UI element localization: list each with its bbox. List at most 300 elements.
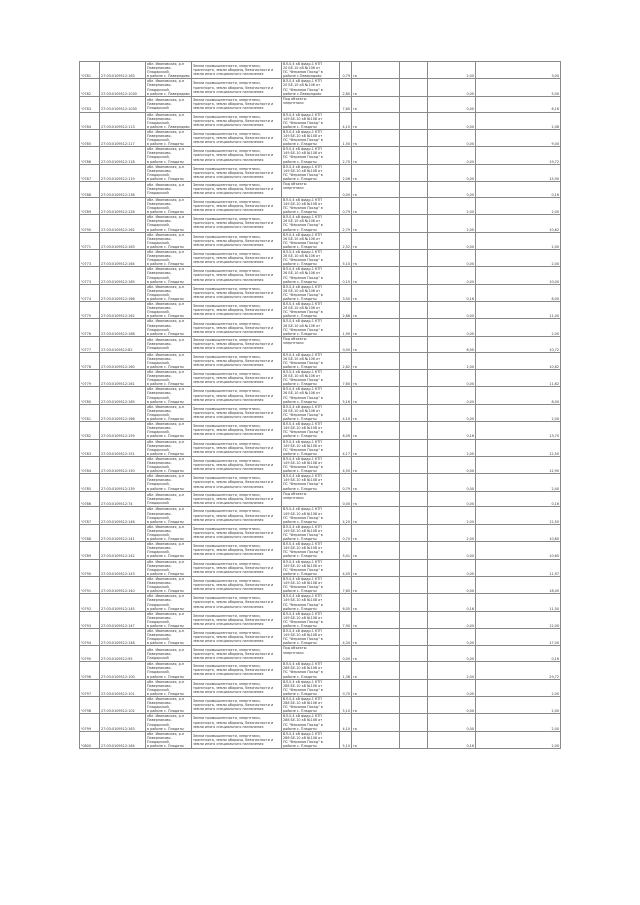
row-id: ¹0789	[80, 542, 100, 559]
table-row	[80, 164, 561, 181]
cadastral-number: 27:03:0109512:136	[100, 182, 146, 198]
table-row	[80, 404, 561, 421]
value-3: 12,90	[476, 456, 561, 473]
area-unit: га	[352, 507, 400, 524]
row-id: ¹0786	[80, 147, 100, 164]
value-2: 0,00	[428, 182, 476, 198]
value-2: 0,00	[428, 611, 476, 628]
address: обл. Ивановская, р-н Паверниково-Пладарский	[146, 96, 192, 112]
land-category: Земли промышленности, энергетики, транспорта, земли обороны, безопасности и земли иного специального назначения	[192, 215, 282, 232]
value-1	[400, 387, 428, 404]
value-3: 11,97	[476, 559, 561, 576]
cadastral-number: 27:03:0109512:161	[100, 370, 146, 387]
value-3: 29,72	[476, 662, 561, 679]
table-row	[80, 336, 561, 352]
row-id: ¹0773	[80, 267, 100, 284]
land-category: Земли промышленности, энергетики, транспорта, земли обороны, безопасности и земли иного специального назначения	[192, 267, 282, 284]
area-value: 7,60	[340, 576, 352, 593]
value-3: 2,00	[476, 404, 561, 421]
table-row	[80, 714, 561, 731]
row-id: ¹0790	[80, 559, 100, 576]
permitted-use: ВЛ-0,4 кВ фидр.1 КТП 288 БЕ-10 кВ №106 от ПС "Ферапов Посад" в районе с. Пладаты	[282, 662, 340, 679]
cadastral-number: 27:03:0109512:100	[100, 662, 146, 679]
value-1	[400, 731, 428, 748]
address: обл. Ивановская, р-н Паверниково-Пладарский, в районе с. Пладаты	[146, 370, 192, 387]
cadastral-number: 27:03:0109512:142	[100, 542, 146, 559]
area-value: 0,00	[340, 491, 352, 507]
address: обл. Ивановская, р-н Паверниково-Пладарский, в районе с. Паверндово	[147, 112, 190, 129]
land-category: Земли промышленности, энергетики, транспорта, земли обороны, безопасности и земли иного специального назначения	[192, 197, 282, 214]
table-row	[80, 319, 561, 336]
address: обл. Ивановская, р-н Паверниково-Пладарский	[146, 491, 192, 507]
cadastral-number: 27:03:0109512:162	[100, 302, 146, 319]
land-category: Земли промышленности, энергетики, транспорта, земли обороны, безопасности и земли иного специального назначения	[192, 352, 282, 369]
value-1	[400, 249, 428, 266]
address: обл. Ивановская, р-н Паверниково-Пладарский, в районе с. Паверндово	[147, 79, 190, 96]
area-unit: га	[352, 629, 400, 646]
table-row	[80, 456, 561, 473]
value-1	[400, 182, 428, 198]
value-2: 0,00	[428, 542, 476, 559]
table-row	[80, 542, 561, 559]
permitted-use: ВЛ-0,4 кВ фидр.1 КТП 288 БЕ-10 кВ №106 от ПС "Ферапов Посад" в районе с. Пладаты	[282, 714, 340, 731]
permitted-use: ВЛ-0,4 кВ фидр.1 КТП 26 БЕ-10 кВ №106 от ПС "Ферапов Посад" в районе с. Пладаты	[282, 249, 340, 266]
address: обл. Ивановская, р-н Паверниково-Пладарский, в районе с. Пладаты	[146, 662, 192, 679]
value-2: 2,00	[428, 507, 476, 524]
permitted-use: ВЛ-0,4 кВ фидр.1 КТП 26 БЕ-10 кВ №106 от ПС "Ферапов Посад" в районе с. Пладаты	[282, 232, 340, 249]
value-2: 2,00	[428, 439, 476, 456]
cadastral-number: 27:03:0109512:151	[100, 439, 146, 456]
area-unit: га	[352, 696, 400, 713]
land-category: Земли промышленности, энергетики, транспорта, земли обороны, безопасности и земли иного специального назначения	[192, 507, 282, 524]
value-1	[400, 267, 428, 284]
permitted-use: ВЛ-0,4 кВ фидр.1 КТП 20 БЕ-10 кВ №106 от ПС "Ферапов Посад" в районе с.Паверндово	[282, 79, 340, 96]
land-category: Земли промышленности, энергетики, транспорта, земли обороны, безопасности и земли иного специального назначения	[192, 662, 282, 679]
row-id: ¹0778	[80, 352, 100, 369]
table-row	[80, 731, 561, 748]
row-id: ¹0774	[80, 284, 100, 301]
table-row	[80, 646, 561, 662]
value-3: 10,00	[476, 267, 561, 284]
table-row	[80, 507, 561, 524]
address: обл. Ивановская, р-н Паверниково-Пладарский, в районе с. Пладаты	[146, 215, 192, 232]
value-2: 0,00	[428, 319, 476, 336]
address: обл. Ивановская, р-н Паверниково-Пладарский, в районе с. Пладаты	[146, 129, 192, 146]
row-id: ¹0798	[80, 696, 100, 713]
row-id: ¹0787	[80, 164, 100, 181]
table-row	[80, 129, 561, 146]
area-unit: га	[352, 79, 400, 96]
value-2: 2,00	[428, 197, 476, 214]
value-1	[400, 679, 428, 696]
table-row	[80, 284, 561, 301]
area-value: 7,60	[340, 370, 352, 387]
value-1	[400, 662, 428, 679]
area-unit: га	[352, 164, 400, 181]
value-2: 0,00	[428, 302, 476, 319]
permitted-use: ВЛ-0,4 кВ фидр.1 КТП 26 БЕ-10 кВ №106 от ПС "Ферапов Посад" в районе с. Пладаты	[282, 302, 340, 319]
table-row	[80, 302, 561, 319]
value-3: 5,00	[476, 79, 561, 96]
table-row	[80, 267, 561, 284]
value-2: 2,00	[428, 524, 476, 541]
area-unit: га	[352, 559, 400, 576]
table-row	[80, 559, 561, 576]
cadastral-number: 27:03:0109512:163	[100, 714, 146, 731]
permitted-use: ВЛ-0,4 кВ фидр.1 КТП 149 БЕ-10 кВ №108 от ПС "Ферапов Посад" в районе с. Пладаты	[282, 559, 340, 576]
value-2: 0,16	[428, 284, 476, 301]
table-row	[80, 112, 561, 129]
area-value: 0,00	[340, 336, 352, 352]
area-unit: га	[352, 112, 400, 129]
cadastral-number: 27:03:0109512:163	[100, 62, 146, 79]
permitted-use: ВЛ-0,4 кВ фидр.1 КТП 149 БЕ-10 кВ №108 от ПС "Ферапов Посад" в районе с. Пладаты	[282, 112, 340, 129]
cadastral-number: 27:03:0109512:1030	[100, 96, 146, 112]
value-1	[400, 422, 428, 439]
land-category: Земли промышленности, энергетики, транспорта, земли обороны, безопасности и земли иного специального назначения	[192, 731, 282, 748]
area-value: 5,10	[340, 696, 352, 713]
value-2: 0,00	[428, 404, 476, 421]
value-1	[400, 336, 428, 352]
table-row	[80, 439, 561, 456]
address: обл. Ивановская, р-н Паверниково-Пладарский, в районе с. Пладаты	[146, 302, 192, 319]
permitted-use: ВЛ-0,4 кВ фидр.1 КТП 149 БЕ-10 кВ №108 от ПС "Ферапов Посад" в районе с. Пладаты	[282, 456, 340, 473]
row-id: ¹0792	[80, 594, 100, 611]
value-1	[400, 62, 428, 79]
row-id: ¹0771	[80, 232, 100, 249]
area-unit: га	[352, 387, 400, 404]
value-1	[400, 456, 428, 473]
value-2: 2,00	[428, 352, 476, 369]
value-3: 11,50	[476, 594, 561, 611]
cadastral-number: 27:03:0109512:139	[100, 474, 146, 491]
value-3: 12,00	[476, 611, 561, 628]
area-value: 2,80	[340, 79, 352, 96]
table-row	[80, 696, 561, 713]
area-value: 2,70	[340, 147, 352, 164]
cadastral-number: 27:03:0109512:146	[100, 507, 146, 524]
value-3: 0,16	[476, 182, 561, 198]
address: обл. Ивановская, р-н Паверниково-Пладарский, в районе с. Пладаты	[146, 422, 192, 439]
land-category: Земли промышленности, энергетики, транспорта, земли обороны, безопасности и земли иного специального назначения	[192, 232, 282, 249]
row-id: ¹0781	[80, 62, 100, 79]
permitted-use: ВЛ-0,4 кВ фидр.1 КТП 26 БЕ-10 кВ №106 от ПС "Ферапов Посад" в районе с. Пладаты	[282, 370, 340, 387]
address: обл. Ивановская, р-н Паверниково-Пладарский, в районе с. Пладаты	[146, 387, 192, 404]
land-category: Земли промышленности, энергетики, транспорта, земли обороны, безопасности и земли иного специального назначения	[192, 370, 282, 387]
address: обл. Ивановская, р-н Паверниково-Пладарский, в районе с. Пладаты	[146, 164, 192, 181]
table-row	[80, 352, 561, 369]
land-category: Земли промышленности, энергетики, транспорта, земли обороны, безопасности и земли иного специального назначения	[192, 629, 282, 646]
value-1	[400, 559, 428, 576]
cadastral-number: 27:03:0109512:162	[100, 215, 146, 232]
land-category: Земли промышленности, энергетики, транспорта, земли обороны, безопасности и земли иного специального назначения	[192, 79, 282, 96]
permitted-use: ВЛ-0,4 кВ фидр.1 КТП 149 БЕ-10 кВ №108 от ПС "Ферапов Посад" в районе с. Пладаты	[282, 129, 340, 146]
address: обл. Ивановская, р-н Паверниково-Пладарский, в районе с. Пладаты	[146, 714, 192, 731]
cadastral-number: 27:03:0109512:164	[100, 731, 146, 748]
permitted-use: ВЛ-0,4 кВ фидр.1 КТП 26 БЕ-10 кВ №106 от ПС "Ферапов Посад" в районе с. Пладаты	[282, 387, 340, 404]
value-2: 0,00	[428, 646, 476, 662]
land-category: Земли промышленности, энергетики, транспорта, земли обороны, безопасности и земли иного специального назначения	[192, 559, 282, 576]
area-value: 2,52	[340, 232, 352, 249]
table-row	[80, 576, 561, 593]
address: обл. Ивановская, р-н Паверниково-Пладарский, в районе с. Пладаты	[146, 731, 192, 748]
permitted-use: ВЛ-0,4 кВ фидр.1 КТП 149 БЕ-10 кВ №108 от ПС "Ферапов Посад" в районе с. Пладаты	[282, 197, 340, 214]
value-2: 0,00	[428, 696, 476, 713]
address: обл. Ивановская, р-н Паверниково-Пладарский, в районе с. Пладаты	[146, 147, 192, 164]
land-category: Земли промышленности, энергетики, транспорта, земли обороны, безопасности и земли иного специального назначения	[192, 696, 282, 713]
table-row	[80, 249, 561, 266]
area-unit: га	[352, 404, 400, 421]
land-category: Земли промышленности, энергетики, транспорта, земли обороны, безопасности и земли иного специального назначения	[192, 646, 282, 662]
address: обл. Ивановская, р-н Паверниково-Пладарский, в районе с. Пладаты	[146, 439, 192, 456]
value-3: 10,80	[476, 524, 561, 541]
row-id: ¹0784	[80, 456, 100, 473]
value-1	[400, 284, 428, 301]
land-category: Земли промышленности, энергетики, транспорта, земли обороны, безопасности и земли иного специального назначения	[192, 62, 282, 79]
value-2: 0,16	[428, 594, 476, 611]
value-2: 0,00	[428, 96, 476, 112]
address: обл. Ивановская, р-н Паверниково-Пладарский, в районе с. Пладаты	[146, 284, 192, 301]
land-category: Земли промышленности, энергетики, транспорта, земли обороны, безопасности и земли иного специального назначения	[192, 112, 282, 129]
area-unit: га	[352, 182, 400, 198]
address: обл. Ивановская, р-н Паверниково-Пладарский, в районе с. Пладаты	[146, 696, 192, 713]
land-category: Земли промышленности, энергетики, транспорта, земли обороны, безопасности и земли иного специального назначения	[192, 164, 282, 181]
table-row	[80, 422, 561, 439]
land-category: Земли промышленности, энергетики, транспорта, земли обороны, безопасности и земли иного специального назначения	[192, 576, 282, 593]
value-1	[400, 319, 428, 336]
cadastral-number: 27:03:0109512:166	[100, 404, 146, 421]
value-1	[400, 696, 428, 713]
cadastral-number: 27:03:0109512:74	[100, 491, 146, 507]
land-category: Земли промышленности, энергетики, транспорта, земли обороны, безопасности и земли иного специального назначения	[192, 456, 282, 473]
land-category: Земли промышленности, энергетики, транспорта, земли обороны, безопасности и земли иного специального назначения	[192, 611, 282, 628]
cadastral-number: 27:03:0109512:101	[100, 679, 146, 696]
value-1	[400, 129, 428, 146]
address: обл. Ивановская, р-н Паверниково-Пладарский, в районе с. Пладаты	[146, 197, 192, 214]
value-2: 0,00	[428, 456, 476, 473]
value-1	[400, 507, 428, 524]
area-unit: га	[352, 232, 400, 249]
area-value: 1,90	[340, 319, 352, 336]
row-id: ¹0797	[80, 679, 100, 696]
table-row	[80, 197, 561, 214]
row-id: ¹0800	[80, 731, 100, 748]
land-category: Земли промышленности, энергетики, транспорта, земли обороны, безопасности и земли иного специального назначения	[192, 182, 282, 198]
value-3: 9,00	[476, 129, 561, 146]
value-3: 0,16	[476, 646, 561, 662]
land-plots-table	[79, 61, 561, 749]
value-1	[400, 215, 428, 232]
area-unit: га	[352, 336, 400, 352]
area-unit: га	[352, 249, 400, 266]
cadastral-number: 27:03:0109512:166	[100, 284, 146, 301]
area-value: 0,79	[340, 62, 352, 79]
value-1	[400, 96, 428, 112]
land-category: Земли промышленности, энергетики, транспорта, земли обороны, безопасности и земли иного специального назначения	[192, 714, 282, 731]
address: обл. Ивановская, р-н Паверниково-Пладарский, в районе с. Пладаты	[146, 542, 192, 559]
row-id: ¹0777	[80, 336, 100, 352]
address: обл. Ивановская, р-н Паверниково-Пладарский, в районе с. Пладаты	[146, 249, 192, 266]
area-value: 2,06	[340, 164, 352, 181]
area-value: 2,82	[340, 352, 352, 369]
value-3: 15,90	[476, 164, 561, 181]
area-value: 2,86	[340, 302, 352, 319]
row-id: ¹0786	[80, 491, 100, 507]
address: обл. Ивановская, р-н Паверниково-Пладарский, в районе с. Пладаты	[146, 576, 192, 593]
address: обл. Ивановская, р-н Паверниково-Пладарский, в районе с. Пладаты	[146, 507, 192, 524]
permitted-use: ВЛ-0,4 кВ фидр.1 КТП 26 БЕ-10 кВ №106 от ПС "Ферапов Посад" в районе с. Пладаты	[282, 319, 340, 336]
value-3: 11,62	[476, 370, 561, 387]
value-2: 0,00	[428, 474, 476, 491]
value-2: 6,00	[428, 336, 476, 352]
permitted-use: ВЛ-0,4 кВ фидр.1 КТП 26 БЕ-10 кВ №106 от ПС "Ферапов Посад" в районе с. Пладаты	[282, 284, 340, 301]
cadastral-number: 27:03:0109512:128	[100, 197, 146, 214]
permitted-use: Под объекты энергетики	[282, 491, 340, 507]
row-id: ¹0785	[80, 129, 100, 146]
land-category: Земли промышленности, энергетики, транспорта, земли обороны, безопасности и земли иного специального назначения	[192, 302, 282, 319]
row-id: ¹0779	[80, 370, 100, 387]
area-unit: га	[352, 542, 400, 559]
permitted-use: ВЛ-0,4 кВ фидр.1 КТП 149 БЕ-10 кВ №108 от ПС "Ферапов Посад" в районе с. Пладаты	[282, 474, 340, 491]
value-3: 2,08	[476, 112, 561, 129]
area-value: 4,17	[340, 439, 352, 456]
value-2: 0,00	[428, 79, 476, 96]
permitted-use: ВЛ-0,4 кВ фидр.1 КТП 26 БЕ-10 кВ №106 от ПС "Ферапов Посад" в районе с. Пладаты	[282, 404, 340, 421]
value-3: 0,16	[476, 491, 561, 507]
table-row	[80, 215, 561, 232]
permitted-use: ВЛ-0,4 кВ фидр.1 КТП 149 БЕ-10 кВ №108 от ПС "Ферапов Посад" в районе с. Пладаты	[282, 147, 340, 164]
land-category: Земли промышленности, энергетики, транспорта, земли обороны, безопасности и земли иного специального назначения	[192, 491, 282, 507]
area-unit: га	[352, 284, 400, 301]
value-3: 10,62	[476, 215, 561, 232]
land-category: Земли промышленности, энергетики, транспорта, земли обороны, безопасности и земли иного специального назначения	[192, 474, 282, 491]
cadastral-number: 27:03:0109512:164	[100, 249, 146, 266]
cadastral-number: 27:03:0109512:119	[100, 164, 146, 181]
value-2: 0,00	[428, 267, 476, 284]
address: обл. Ивановская, р-н Паверниково-Пладарский, в районе с. Пладаты	[146, 267, 192, 284]
area-value: 4,20	[340, 507, 352, 524]
area-value: 4,10	[340, 404, 352, 421]
address: обл. Ивановская, р-н Паверниково-Пладарский	[146, 336, 192, 352]
land-category: Земли промышленности, энергетики, транспорта, земли обороны, безопасности и земли иного специального назначения	[192, 679, 282, 696]
permitted-use: ВЛ-0,4 кВ фидр.1 КТП 26 БЕ-10 кВ №106 от ПС "Ферапов Посад" в районе с. Пладаты	[282, 267, 340, 284]
land-category: Земли промышленности, энергетики, транспорта, земли обороны, безопасности и земли иного специального назначения	[192, 96, 282, 112]
land-category: Земли промышленности, энергетики, транспорта, земли обороны, безопасности и земли иного специального назначения	[192, 336, 282, 352]
address: обл. Ивановская, р-н Паверниково-Пладарский, в районе с. Пладаты	[146, 524, 192, 541]
value-3: 18,00	[476, 576, 561, 593]
permitted-use: ВЛ-0,4 кВ фидр.1 КТП 288 БЕ-10 кВ №106 от ПС "Ферапов Посад" в районе с. Пладаты	[282, 731, 340, 748]
area-value: 0,79	[340, 474, 352, 491]
row-id: ¹0787	[80, 507, 100, 524]
permitted-use: Под объекты энергетики	[282, 336, 340, 352]
area-value: 7,60	[340, 96, 352, 112]
area-unit: га	[352, 611, 400, 628]
land-category: Земли промышленности, энергетики, транспорта, земли обороны, безопасности и земли иного специального назначения	[192, 542, 282, 559]
address: обл. Ивановская, р-н Паверниково-Пладарский, в районе с. Пладаты	[146, 319, 192, 336]
value-3: 2,00	[476, 319, 561, 336]
area-unit: га	[352, 576, 400, 593]
value-3: 8,00	[476, 284, 561, 301]
area-unit: га	[352, 714, 400, 731]
area-unit: га	[352, 147, 400, 164]
area-unit: га	[352, 594, 400, 611]
area-unit: га	[352, 422, 400, 439]
table-row	[80, 524, 561, 541]
row-id: ¹0796	[80, 662, 100, 679]
value-2: 0,00	[428, 164, 476, 181]
address: обл. Ивановская, р-н Паверниково-Пладарский	[146, 182, 192, 198]
area-value: 4,50	[340, 456, 352, 473]
table-row	[80, 370, 561, 387]
value-2: 0,00	[428, 147, 476, 164]
table-row	[80, 662, 561, 679]
value-3: 2,00	[476, 714, 561, 731]
permitted-use: ВЛ-0,4 кВ фидр.1 КТП 288 БЕ-10 кВ №106 от ПС "Ферапов Посад" в районе с. Пладаты	[282, 679, 340, 696]
permitted-use: ВЛ-0,4 кВ фидр.1 КТП 149 БЕ-10 кВ №108 от ПС "Ферапов Посад" в районе с. Пладаты	[282, 594, 340, 611]
area-value: 0,70	[340, 524, 352, 541]
area-value: 5,41	[340, 542, 352, 559]
row-id: ¹0781	[80, 404, 100, 421]
address: обл. Ивановская, р-н Паверниково-Пладарский, в районе с. Паверндово	[147, 62, 190, 79]
area-value: 2,79	[340, 215, 352, 232]
cadastral-number: 27:03:0109512:165	[100, 267, 146, 284]
permitted-use: ВЛ-0,4 кВ фидр.1 КТП 149 БЕ-10 кВ №108 от ПС "Ферапов Посад" в районе с. Пладаты	[282, 164, 340, 181]
permitted-use: ВЛ-0,4 кВ фидр.1 КТП 149 БЕ-10 кВ №108 от ПС "Ферапов Посад" в районе с. Пладаты	[282, 629, 340, 646]
cadastral-number: 27:03:0109512:102	[100, 696, 146, 713]
land-category: Земли промышленности, энергетики, транспорта, земли обороны, безопасности и земли иного специального назначения	[192, 439, 282, 456]
area-unit: га	[352, 731, 400, 748]
permitted-use: ВЛ-0,4 кВ фидр.1 КТП 26 БЕ-10 кВ №106 от ПС "Ферапов Посад" в районе с. Пладаты	[282, 352, 340, 369]
area-unit: га	[352, 662, 400, 679]
area-unit: га	[352, 352, 400, 369]
area-value: 1,36	[340, 662, 352, 679]
cadastral-number: 27:03:0109512:95	[100, 646, 146, 662]
table-row	[80, 474, 561, 491]
cadastral-number: 27:03:0109512:82	[100, 336, 146, 352]
permitted-use: ВЛ-0,4 кВ фидр.1 КТП 149 БЕ-10 кВ №108 от ПС "Ферапов Посад" в районе с. Пладаты	[282, 439, 340, 456]
row-id: ¹0789	[80, 197, 100, 214]
area-value: 4,34	[340, 629, 352, 646]
cadastral-number: 27:03:0109512:1030	[100, 79, 146, 96]
table-row	[80, 629, 561, 646]
area-value: 0,79	[340, 197, 352, 214]
cadastral-number: 27:03:0109512:147	[100, 611, 146, 628]
value-2: 0,00	[428, 370, 476, 387]
value-3: 10,60	[476, 542, 561, 559]
value-2: 0,00	[428, 112, 476, 129]
address: обл. Ивановская, р-н Паверниково-Пладарский, в районе с. Пладаты	[146, 679, 192, 696]
area-unit: га	[352, 96, 400, 112]
value-1	[400, 164, 428, 181]
table-row	[80, 182, 561, 198]
value-1	[400, 542, 428, 559]
row-id: ¹0783	[80, 439, 100, 456]
row-id: ¹0794	[80, 629, 100, 646]
cadastral-number: 27:03:0109512:141	[100, 524, 146, 541]
value-3: 2,00	[476, 731, 561, 748]
row-id: ¹0775	[80, 302, 100, 319]
value-3: 11,00	[476, 302, 561, 319]
value-3: 10,62	[476, 352, 561, 369]
value-1	[400, 474, 428, 491]
value-2: 0,00	[428, 387, 476, 404]
value-3: 17,00	[476, 629, 561, 646]
value-3: 2,00	[476, 679, 561, 696]
table-row	[80, 594, 561, 611]
address: обл. Ивановская, р-н Паверниково-Пладарский	[146, 646, 192, 662]
value-2: 0,16	[428, 422, 476, 439]
permitted-use: ВЛ-0,4 кВ фидр.1 КТП 149 БЕ-10 кВ №108 от ПС "Ферапов Посад" в районе с. Пладаты	[282, 542, 340, 559]
